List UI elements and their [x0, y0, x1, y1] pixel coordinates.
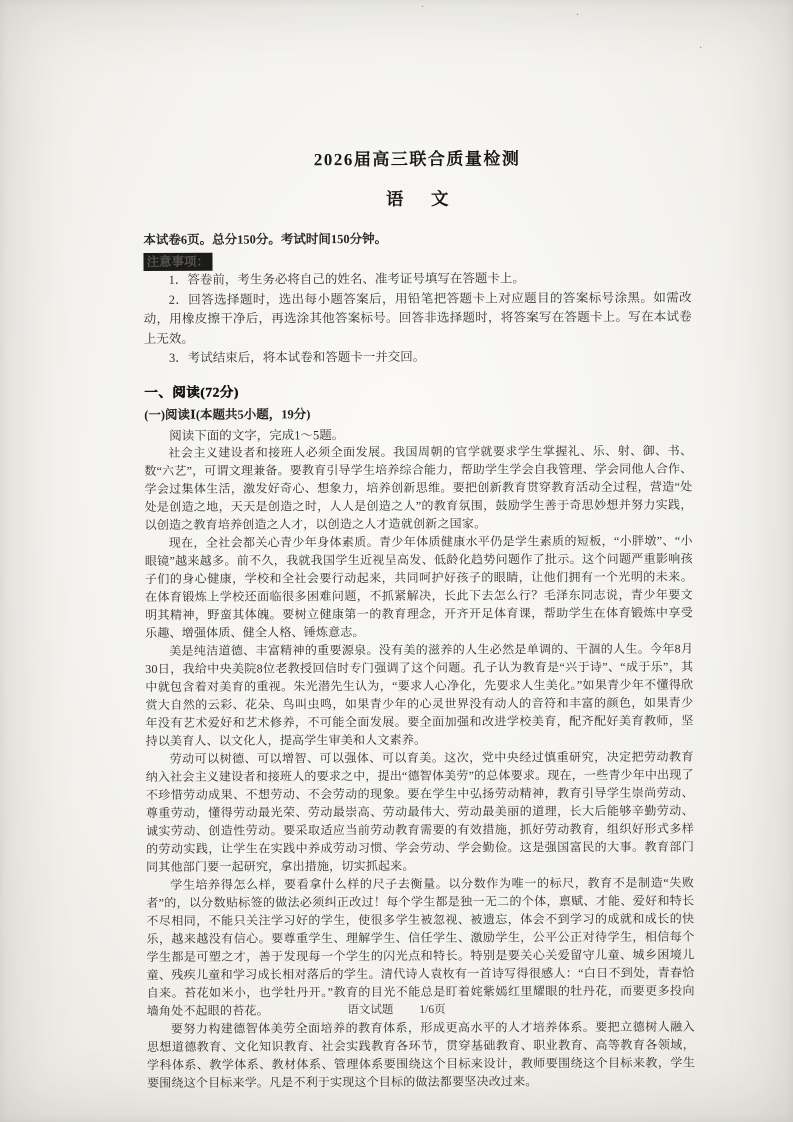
- passage-paragraph-2: 现在，全社会都关心青少年身体素质。青少年体质健康水平仍是学生素质的短板，“小胖墩”、“小眼镜”越来越多。前不久，我就我国学生近视呈高发、低龄化趋势问题作了批示。这个问题严重影响孩子们的身心健康，学校和全社会要行动起来，共同呵护好孩子的眼睛，让他们拥有一个光明的未来。在体育锻炼上学校还面临很多困难问题，不抓紧解决，长此下去怎么行？毛泽东同志说，青少年要文明其精神，野蛮其体魄。要树立健康第一的教育理念，开齐开足体育课，帮助学生在体育锻炼中享受乐趣、增强体质、健全人格、锤炼意志。: [144, 533, 694, 640]
- passage-paragraph-3: 美是纯洁道德、丰富精神的重要源泉。没有美的滋养的人生必然是单调的、干涸的人生。今年8月30日，我给中央美院8位老教授回信时专门强调了这个问题。孔子认为教育是“兴于诗”、“成于乐”，其中就包含着对美育的重视。朱光潜先生认为，“要求人心净化，先要求人生美化。”如果青少年不懂得欣赏大自然的云彩、花朵、鸟叫虫鸣，如果青少年的心灵世界没有动人的音符和丰富的颜色，如果青少年没有艺术爱好和艺术修养，不可能全面发展。要全面加强和改进学校美育，配齐配好美育教师，坚持以美育人、以文化人，提高学生审美和人文素养。: [145, 641, 694, 748]
- footer-doc-label: 语文试题: [347, 1004, 394, 1017]
- notice-item-1: 1．答卷前，考生务必将自己的姓名、准考证号填写在答题卡上。: [168, 271, 525, 288]
- passage-paragraph-1: 社会主义建设者和接班人必须全面发展。我国周朝的官学就要求学生掌握礼、乐、射、御、书、数“六艺”，可谓文理兼备。要教育引导学生培养综合能力，帮助学生学会自我管理、学会同他人合作、学会过集体生活，激发好奇心、想象力，培养创新思维。要把创新教育贯穿教育活动全过程，营造“处处是创造之地，天天是创造之时，人人是创造之人”的教育氛围，鼓励学生善于奇思妙想并努力实践，以创造之教育培养创造之人才，以创造之人才造就创新之国家。: [144, 443, 693, 532]
- passage-paragraph-5: 学生培养得怎么样，要看拿什么样的尺子去衡量。以分数作为唯一的标尺，教育不是制造“失败者”的，以分数贴标签的做法必须纠正改过！每个学生都是独一无二的个体，禀赋、才能、爱好和特长不尽相同，不能只关注学习好的学生，使很多学生被忽视、被遗忘，体会不到学习的成就和成长的快乐，越来越没有信心。要尊重学生、理解学生、信任学生、激励学生，公平公正对待学生，相信每个学生都是可塑之才，善于发现每一个学生的闪光点和特长。特别是要关心关爱留守儿童、城乡困境儿童、残疾儿童和学习成长相对落后的学生。清代诗人袁枚有一首诗写得很感人：“白日不到处，青春恰自来。苔花如米小，也学牡丹开。”教育的目光不能总是盯着姹紫嫣红里耀眼的牡丹花，而要更多投向墙角处不起眼的苔花。: [146, 875, 695, 1018]
- section-title: 一、阅读(72分): [144, 384, 239, 400]
- subject-title: 语 文: [385, 188, 454, 209]
- notice-label-row: [143, 251, 691, 272]
- passage-paragraph-6: 要努力构建德智体美劳全面培养的教育体系，形成更高水平的人才培养体系。要把立德树人融入思想道德教育、文化知识教育、社会实践教育各环节，贯穿基础教育、职业教育、高等教育各领域，学科体系、教学体系、教材体系、管理体系要围绕这个目标来设计，教师要围绕这个目标来教，学生要围绕这个目标来学。凡是不利于实现这个目标的做法都要坚决改过来。: [146, 1019, 696, 1090]
- footer-page-number: 1/6页: [419, 1003, 446, 1016]
- notice-item-3: 3．考试结束后，将本试卷和答题卡一并交回。: [168, 350, 426, 366]
- subsection-title: (一)阅读Ⅰ(本题共5小题，19分): [144, 407, 311, 422]
- notice-label: 注意事项：: [143, 253, 212, 272]
- exam-info-line: 本试卷6页。总分150分。考试时间150分钟。: [143, 231, 388, 247]
- page-content: [143, 144, 695, 1092]
- passage-paragraph-4: 劳动可以树德、可以增智、可以强体、可以育美。这次，党中央经过慎重研究，决定把劳动教育纳入社会主义建设者和接班人的要求之中，提出“德智体美劳”的总体要求。现在，一些青少年中出现了不珍惜劳动成果、不想劳动、不会劳动的现象。要在学生中弘扬劳动精神，教育引导学生崇尚劳动、尊重劳动，懂得劳动最光荣、劳动最崇高、劳动最伟大、劳动最美丽的道理，长大后能够辛勤劳动、诚实劳动、创造性劳动。要采取适应当前劳动教育需要的有效措施，抓好劳动教育，组织好形式多样的劳动实践，让学生在实践中养成劳动习惯、学会劳动、学会勤俭。这是强国富民的大事。教育部门同其他部门要一起研究，拿出措施，切实抓起来。: [145, 749, 695, 874]
- reading-instruction: 阅读下面的文字，完成1～5题。: [169, 427, 345, 443]
- notice-item-2: 2．回答选择题时，选出每小题答案后，用铅笔把答题卡上对应题目的答案标号涂黑。如需改动，用橡皮擦干净后，再选涂其他答案标号。回答非选择题时，将答案写在答题卡上。写在本试卷上无效。: [143, 290, 692, 346]
- scan-speck: ．: [576, 7, 586, 18]
- scan-speck: ·: [421, 2, 425, 13]
- scan-speck: ·: [699, 43, 703, 54]
- exam-title: 2026届高三联合质量检测: [313, 149, 521, 170]
